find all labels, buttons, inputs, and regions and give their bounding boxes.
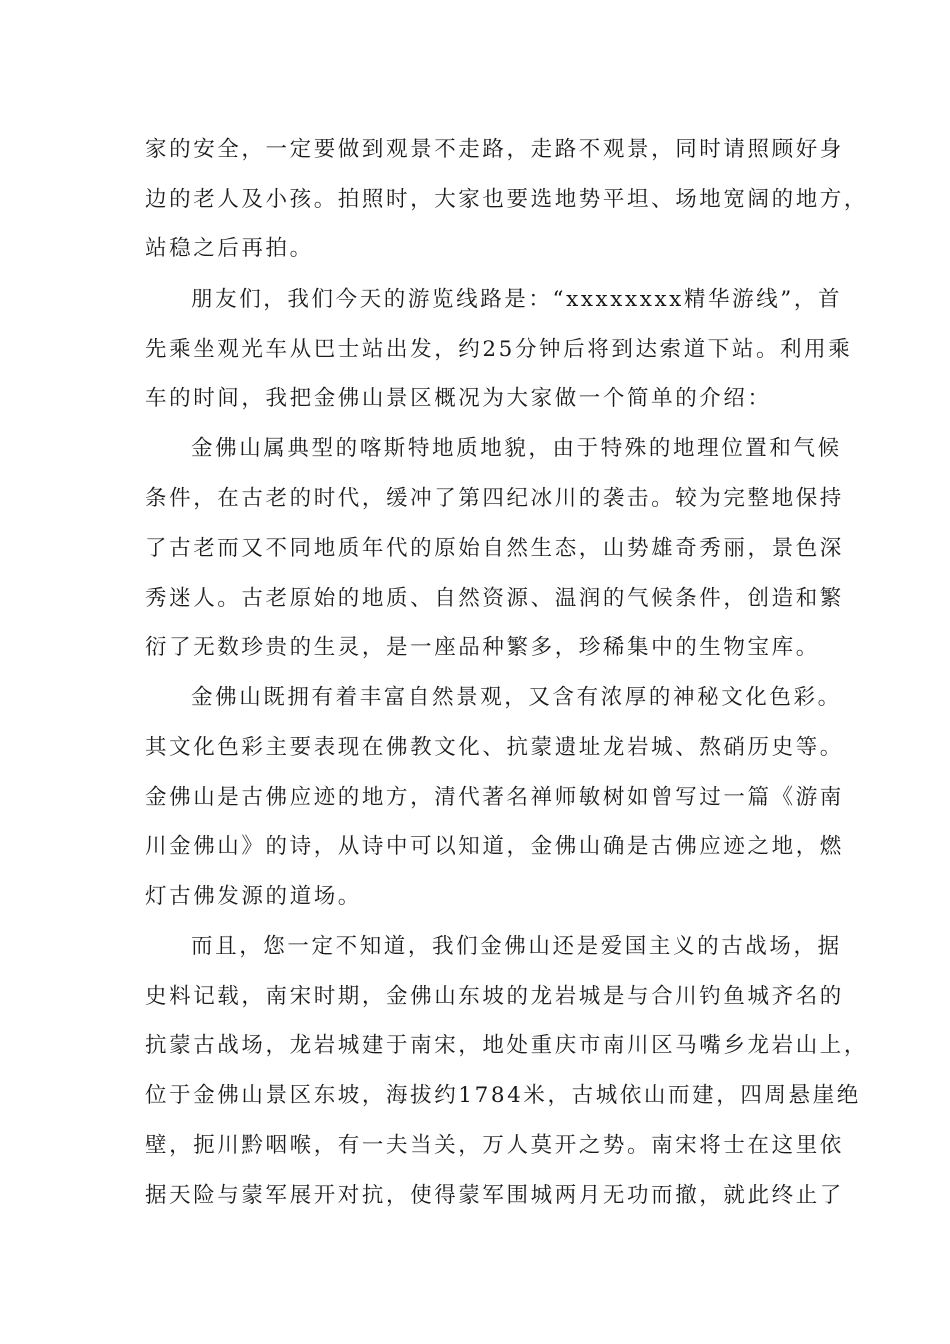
text-line: 金佛山既拥有着丰富自然景观，又含有浓厚的神秘文化色彩。 <box>191 685 842 710</box>
text-line: 朋友们，我们今天的游览线路是：“xxxxxxxx精华游线”，首 <box>191 287 843 312</box>
text-line: 灯古佛发源的道场。 <box>145 884 362 909</box>
text-line: 而且，您一定不知道，我们金佛山还是爱国主义的古战场，据 <box>191 934 842 959</box>
text-line: 条件，在古老的时代，缓冲了第四纪冰川的袭击。较为完整地保持 <box>145 486 844 511</box>
text-line: 金佛山是古佛应迹的地方，清代著名禅师敏树如曾写过一篇《游南 <box>145 785 844 810</box>
text-line: 其文化色彩主要表现在佛教文化、抗蒙遗址龙岩城、熬硝历史等。 <box>145 735 844 760</box>
text-line: 川金佛山》的诗，从诗中可以知道，金佛山确是古佛应迹之地，燃 <box>145 834 844 859</box>
text-line: 先乘坐观光车从巴士站出发，约25分钟后将到达索道下站。利用乘 <box>145 337 853 362</box>
text-line: 史料记载，南宋时期，金佛山东坡的龙岩城是与合川钓鱼城齐名的 <box>145 984 844 1009</box>
text-line: 秀迷人。古老原始的地质、自然资源、温润的气候条件，创造和繁 <box>145 586 844 611</box>
text-line: 壁，扼川黔咽喉，有一夫当关，万人莫开之势。南宋将士在这里依 <box>145 1133 844 1158</box>
text-line: 边的老人及小孩。拍照时，大家也要选地势平坦、场地宽阔的地方， <box>145 187 869 212</box>
text-line: 据天险与蒙军展开对抗，使得蒙军围城两月无功而撤，就此终止了 <box>145 1183 844 1208</box>
text-line: 家的安全，一定要做到观景不走路，走路不观景，同时请照顾好身 <box>145 137 844 162</box>
text-line: 衍了无数珍贵的生灵，是一座品种繁多，珍稀集中的生物宝库。 <box>145 635 820 660</box>
text-line: 金佛山属典型的喀斯特地质地貌，由于特殊的地理位置和气候 <box>191 436 842 461</box>
text-line: 抗蒙古战场，龙岩城建于南宋，地处重庆市南川区马嘴乡龙岩山上， <box>145 1033 869 1058</box>
text-line: 站稳之后再拍。 <box>145 236 314 261</box>
text-line: 位于金佛山景区东坡，海拔约1784米，古城依山而建，四周悬崖绝 <box>145 1083 861 1108</box>
text-line: 了古老而又不同地质年代的原始自然生态，山势雄奇秀丽，景色深 <box>145 536 844 561</box>
text-line: 车的时间，我把金佛山景区概况为大家做一个简单的介绍： <box>145 386 772 411</box>
